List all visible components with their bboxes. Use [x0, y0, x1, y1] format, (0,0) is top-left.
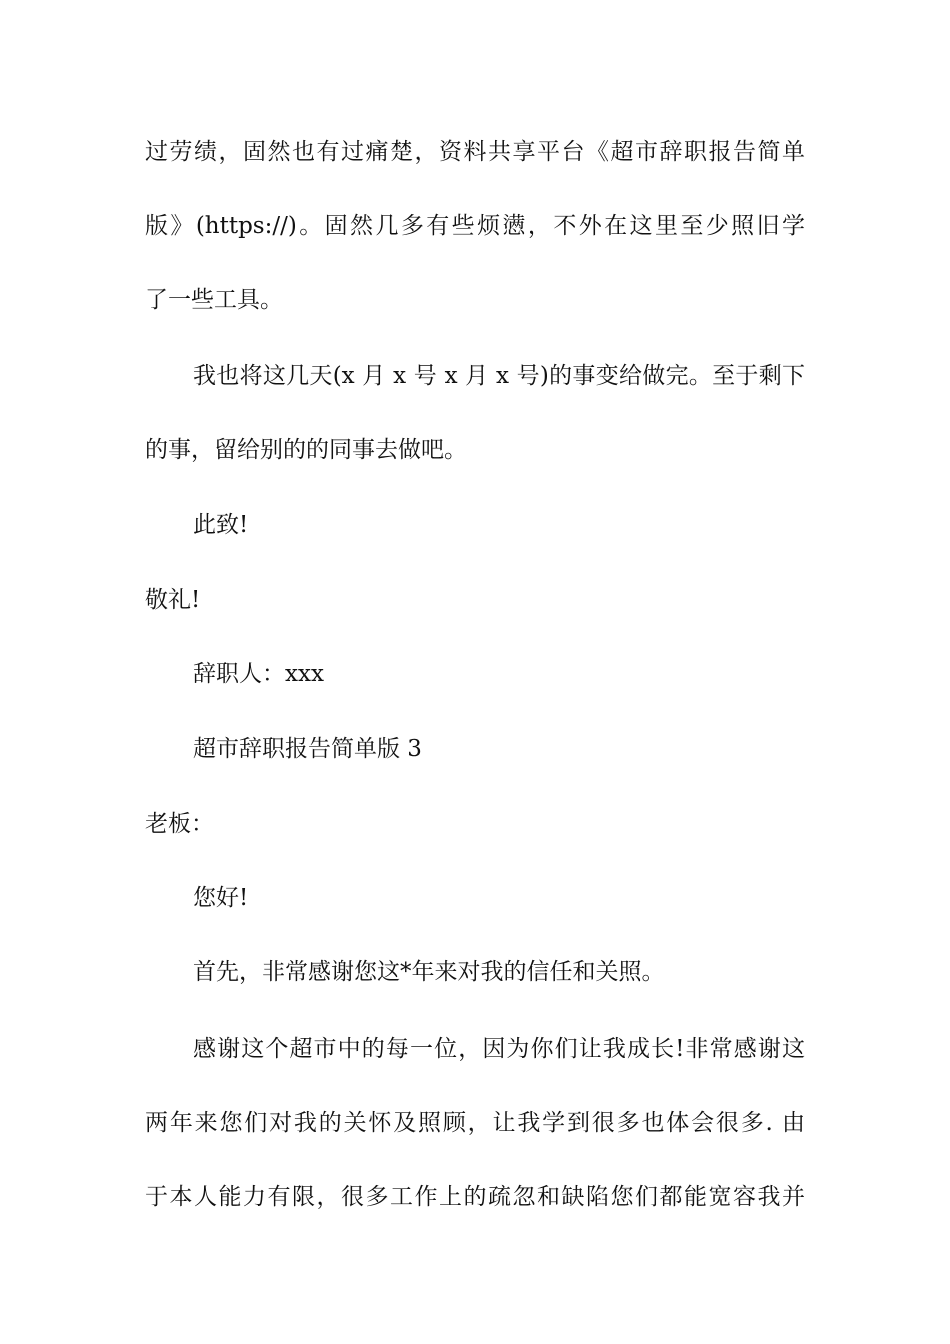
addressee-line: 老板：: [145, 811, 214, 837]
paragraph-line: 于本人能力有限，很多工作上的疏忽和缺陷您们都能宽容我并: [145, 1184, 805, 1210]
paragraph-line: 过劳绩，固然也有过痛楚，资料共享平台《超市辞职报告简单: [145, 139, 805, 165]
paragraph-line: 我也将这几天(x 月 x 号 x 月 x 号)的事变给做完。至于剩下: [193, 363, 805, 389]
paragraph-line: 两年来您们对我的关怀及照顾，让我学到很多也体会很多. 由: [145, 1110, 805, 1136]
closing-line: 此致!: [193, 512, 249, 538]
paragraph-line: 首先，非常感谢您这*年来对我的信任和关照。: [193, 959, 665, 985]
paragraph-line: 的事，留给别的的同事去做吧。: [145, 437, 467, 463]
salutation-line: 敬礼!: [145, 587, 201, 613]
paragraph-line: 版》(https://)。固然几多有些烦懑，不外在这里至少照旧学: [145, 213, 805, 239]
greeting-line: 您好!: [193, 885, 249, 911]
signature-line: 辞职人：xxx: [193, 661, 324, 687]
paragraph-line: 了一些工具。: [145, 287, 283, 313]
section-heading: 超市辞职报告简单版 3: [193, 736, 422, 762]
paragraph-line: 感谢这个超市中的每一位，因为你们让我成长!非常感谢这: [193, 1036, 805, 1062]
